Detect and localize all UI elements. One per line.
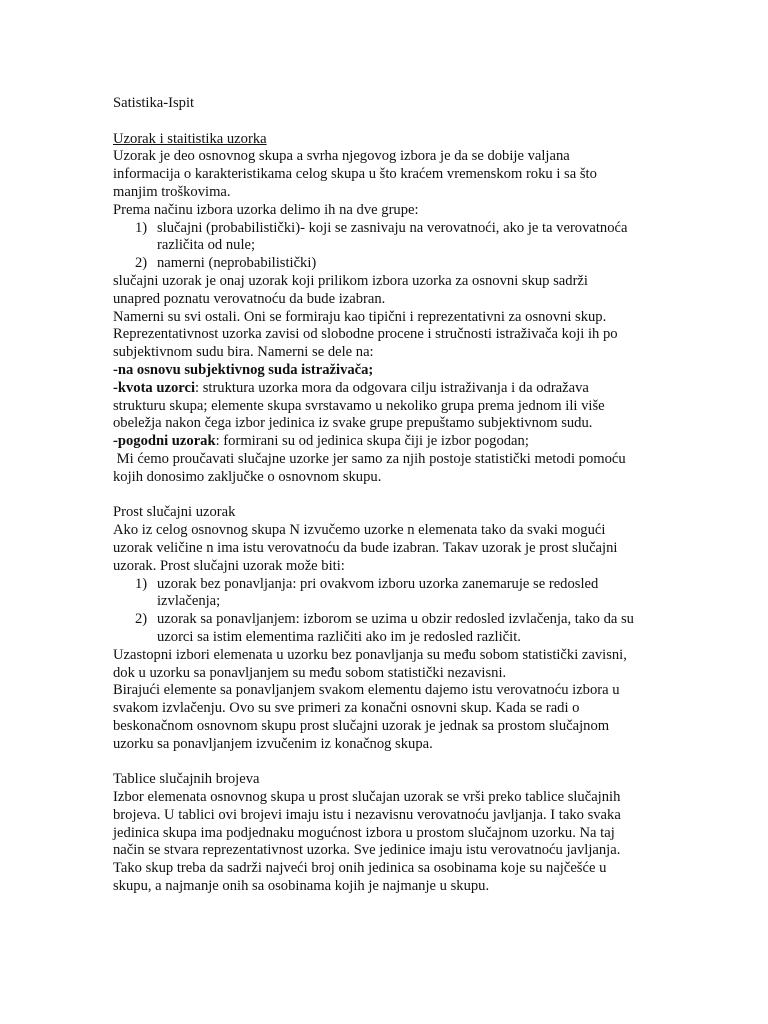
paragraph-line: Izbor elemenata osnovnog skupa u prost slučajan uzorak se vrši preko tablice slučajnih: [113, 789, 621, 806]
list-item: [113, 576, 663, 594]
paragraph-line: jedinica skupa ima podjednaku mogućnost izbora u prostom slučajnom uzorku. Na taj: [113, 824, 615, 841]
list-item: [113, 255, 663, 273]
list-text-continued: izvlačenja;: [157, 593, 221, 610]
bold-subtype-label: -kvota uzorci: [113, 379, 196, 396]
paragraph-line: Uzastopni izbori elemenata u uzorku bez ponavljanja su među sobom statistički zavisni,: [113, 646, 627, 663]
paragraph-line: obeležja nakon čega izbor jedinica iz svake grupe prepuštamo subjektivnom sudu.: [113, 415, 593, 432]
spacer: [113, 113, 663, 131]
paragraph-line: unapred poznatu verovatnoću da bude izabran.: [113, 290, 386, 307]
list-text: uzorak bez ponavljanja: pri ovakvom izboru uzorka zanemaruje se redosled: [157, 575, 599, 592]
paragraph-line: Uzorak je deo osnovnog skupa a svrha njegovog izbora je da se dobije valjana: [113, 148, 570, 165]
paragraph-line: brojeva. U tablici ovi brojevi imaju istu i nezavisnu verovatnoću javljanja. I tako svaka: [113, 806, 621, 823]
subtype-text: : formirani su od jedinica skupa čiji je izbor pogodan;: [215, 433, 529, 450]
spacer: [113, 487, 663, 505]
paragraph-line: uzorak. Prost slučajni uzorak može biti:: [113, 557, 345, 574]
paragraph-line: Mi ćemo proučavati slučajne uzorke jer samo za njih postoje statistički metodi pomoću: [113, 450, 626, 467]
list-text: namerni (neprobabilistički): [157, 255, 317, 272]
paragraph-line: skupu, a najmanje onih sa osobinama kojih je najmanje u skupu.: [113, 878, 490, 895]
paragraph-line: kojih donosimo zaključke o osnovnom skupu.: [113, 468, 382, 485]
list-number: 1): [135, 575, 148, 592]
paragraph-line: svakom izvlačenju. Ovo su sve primeri za konačni osnovni skup. Kada se radi o: [113, 700, 580, 717]
list-text-continued: različita od nule;: [157, 237, 256, 254]
list-text: uzorak sa ponavljanjem: izborom se uzima u obzir redosled izvlačenja, tako da su: [157, 611, 634, 628]
section-heading-prost: Prost slučajni uzorak: [113, 504, 236, 521]
paragraph-line: [113, 433, 663, 451]
paragraph-line: Tako skup treba da sadrži najveći broj onih jedinica sa osobinama koje su najčešće u: [113, 860, 607, 877]
list-number: 2): [135, 611, 148, 628]
list-text-continued: uzorci sa istim elementima različiti ako im je redosled različit.: [157, 628, 521, 645]
paragraph-line: beskonačnom osnovnom skupu prost slučajni uzorak je jednak sa prostom slučajnom: [113, 717, 610, 734]
spacer: [113, 753, 663, 771]
paragraph-line: strukturu skupa; elemente skupa svrstavamo u nekoliko grupa prema jednom ili više: [113, 397, 605, 414]
subtype-text: : struktura uzorka mora da odgovara cilju istraživanja i da odražava: [195, 379, 589, 396]
paragraph-line: [113, 380, 663, 398]
bold-subtype: -na osnovu subjektivnog suda istraživača;: [113, 361, 374, 378]
paragraph-line: uzorak veličine n ima istu verovatnoću da bude izabran. Takav uzorak je prost slučajni: [113, 539, 618, 556]
paragraph-line: informacija o karakteristikama celog skupa u što kraćem vremenskom roku i sa što: [113, 166, 597, 183]
document-page: [113, 95, 663, 896]
paragraph-line: Ako iz celog osnovnog skupa N izvučemo uzorke n elemenata tako da svaki mogući: [113, 522, 606, 539]
paragraph-line: uzorku sa ponavljanjem izvučenim iz konačnog skupa.: [113, 735, 433, 752]
list-item: [113, 220, 663, 238]
section-heading-uzorak: Uzorak i staitistika uzorka: [113, 130, 267, 147]
paragraph-line: način se stvara reprezentativnost uzorka. Sve jedinice imaju istu verovatnoću javljanja.: [113, 842, 621, 859]
paragraph-line: manjim troškovima.: [113, 183, 231, 200]
list-item: [113, 611, 663, 629]
section-heading-tablice: Tablice slučajnih brojeva: [113, 771, 260, 788]
paragraph-line: subjektivnom sudu bira. Namerni se dele na:: [113, 344, 374, 361]
list-text: slučajni (probabilistički)- koji se zasnivaju na verovatnoći, ako je ta verovatnoća: [157, 219, 628, 236]
paragraph-line: Namerni su svi ostali. Oni se formiraju kao tipični i reprezentativni za osnovni skup.: [113, 308, 607, 325]
paragraph-line: slučajni uzorak je onaj uzorak koji prilikom izbora uzorka za osnovni skup sadrži: [113, 272, 588, 289]
list-number: 1): [135, 219, 148, 236]
list-number: 2): [135, 255, 148, 272]
bold-subtype-label: -pogodni uzorak: [113, 433, 216, 450]
paragraph-line: Reprezentativnost uzorka zavisi od slobodne procene i stručnosti istraživača koji ih po: [113, 326, 618, 343]
document-title: Satistika-Ispit: [113, 95, 195, 111]
paragraph-line: dok u uzorku sa ponavljanjem su među sobom statistički nezavisni.: [113, 664, 507, 681]
paragraph-line: Prema načinu izbora uzorka delimo ih na dve grupe:: [113, 201, 419, 218]
paragraph-line: Birajući elemente sa ponavljanjem svakom elementu dajemo istu verovatnoću izbora u: [113, 682, 620, 699]
